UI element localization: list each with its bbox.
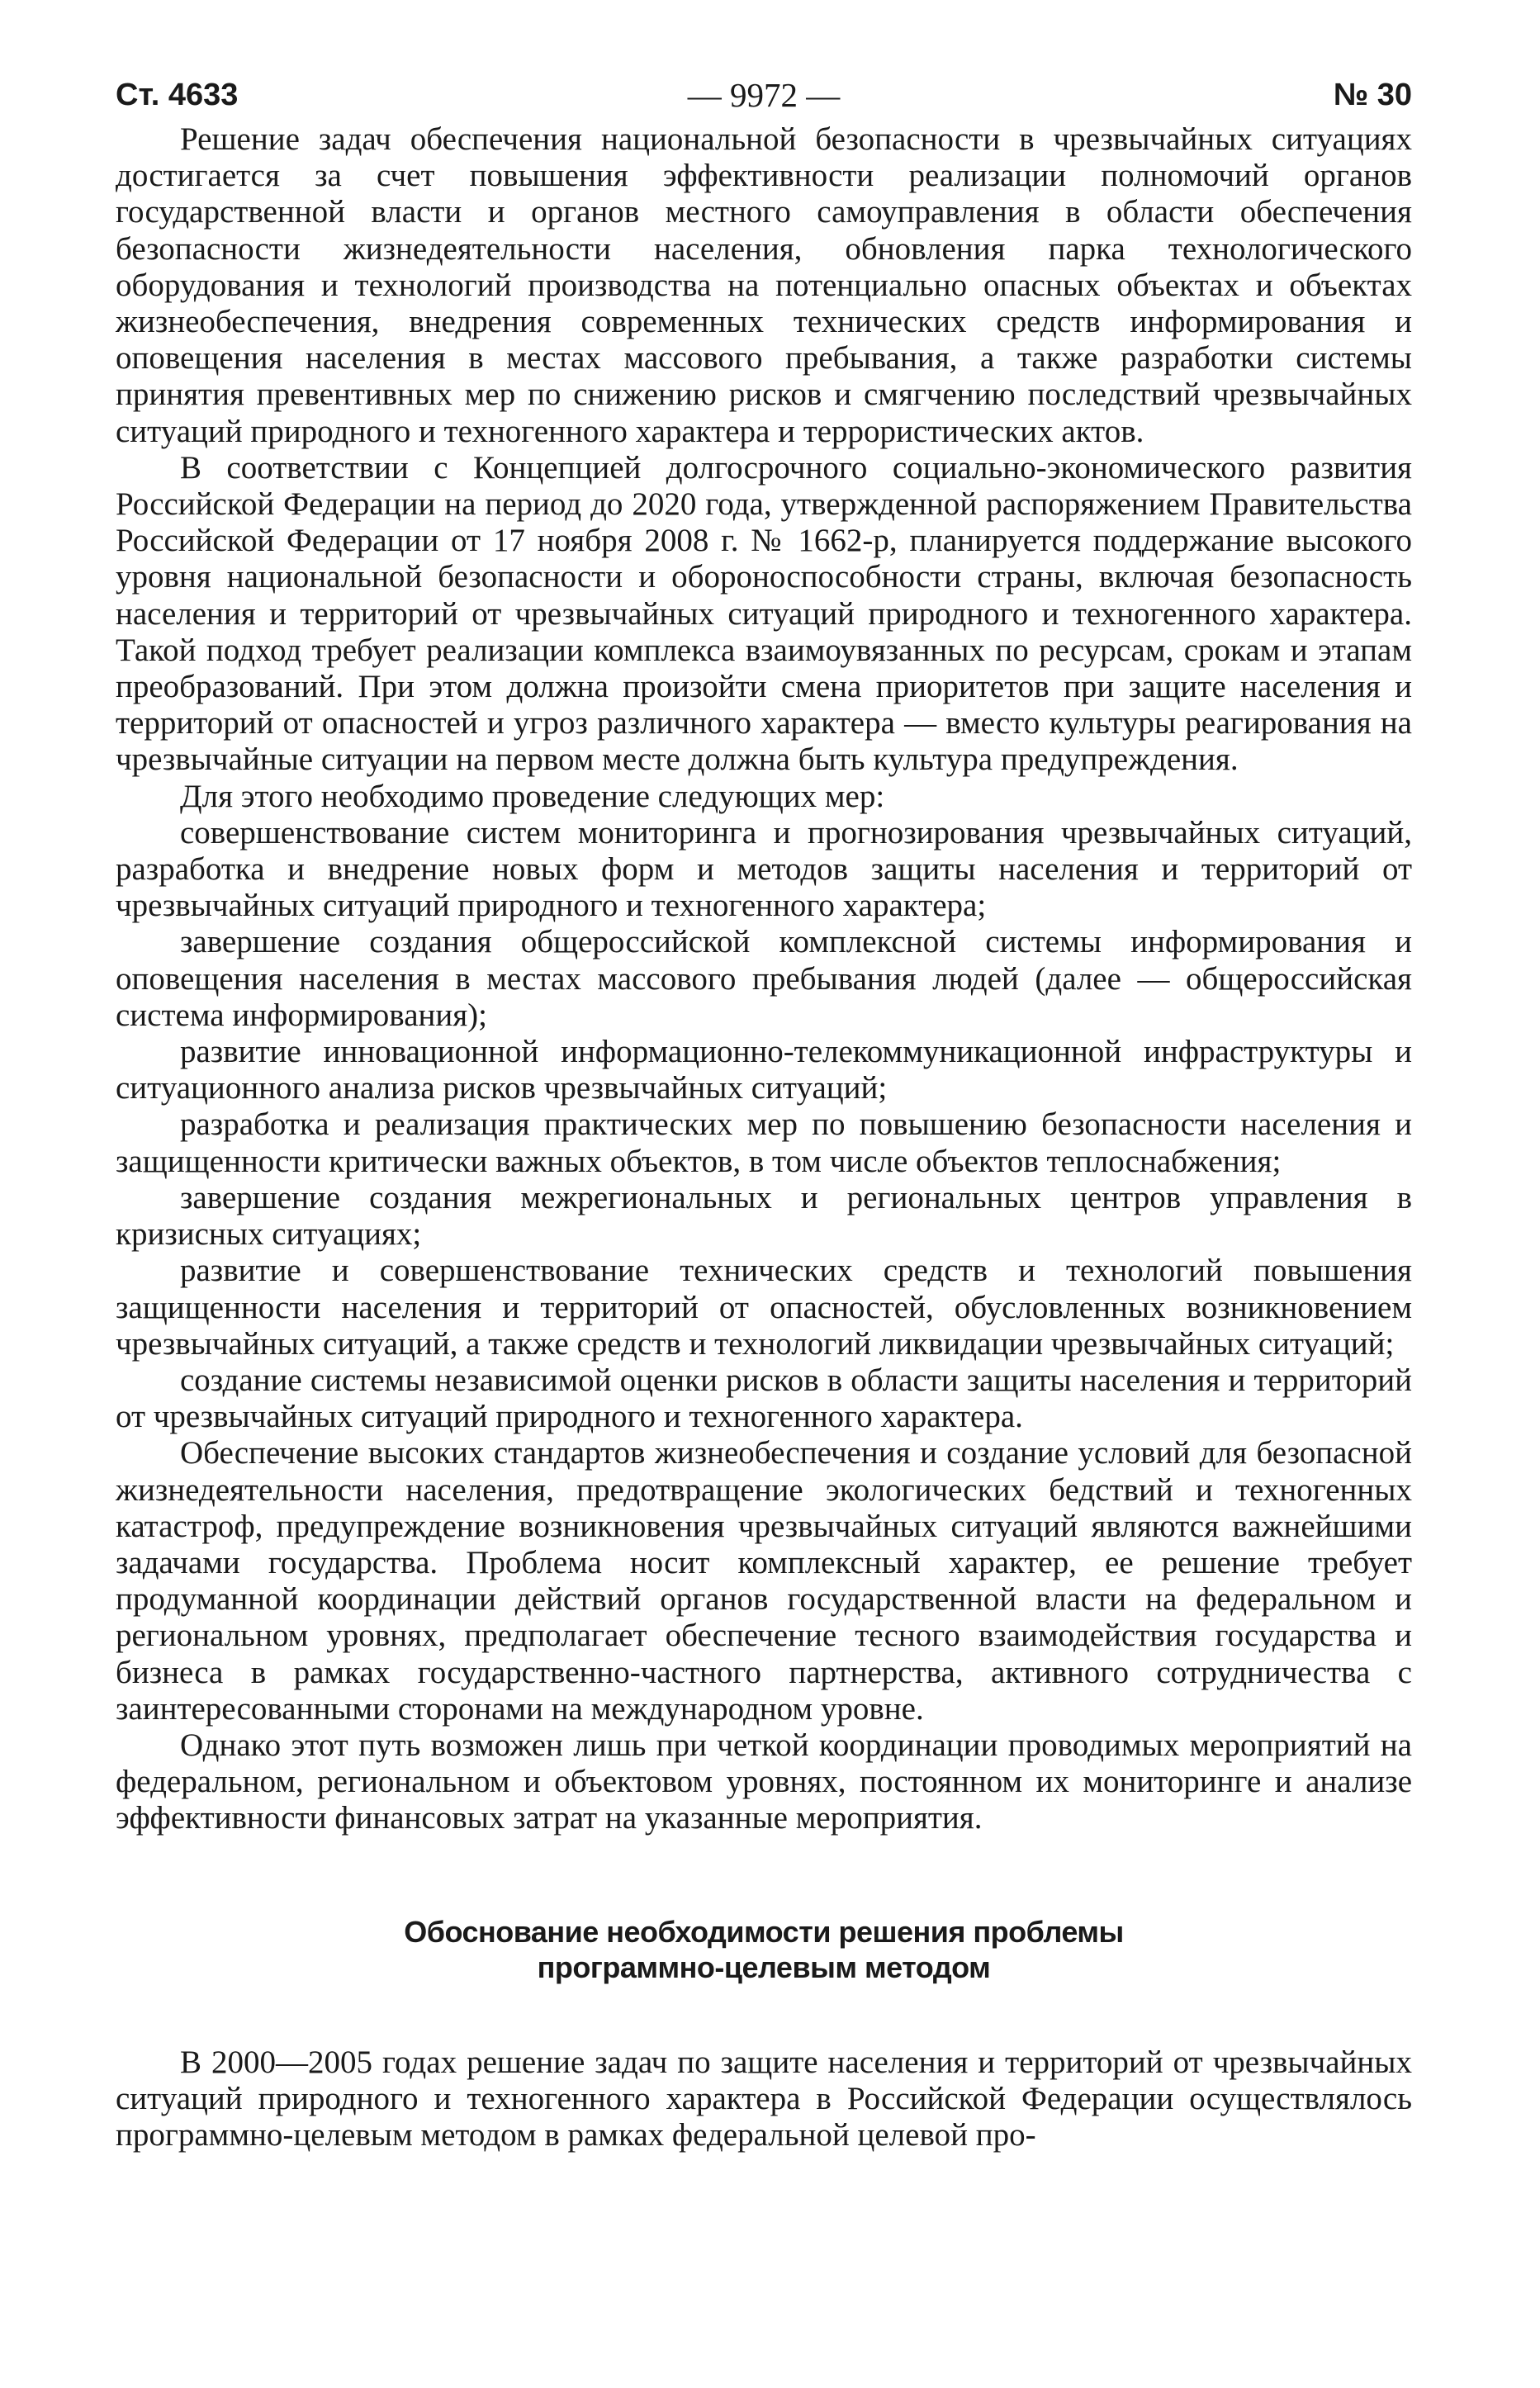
list-item: завершение создания общероссийской комплексной системы информирования и оповещения населения в местах массового пребывания людей (далее — общероссийская система информирования);	[116, 924, 1412, 1033]
article-number: Ст. 4633	[116, 78, 239, 112]
paragraph: Для этого необходимо проведение следующих мер:	[180, 778, 885, 814]
list-item: завершение создания межрегиональных и региональных центров управления в кризисных ситуациях;	[116, 1179, 1412, 1253]
list-item: разработка и реализация практических мер по повышению безопасности населения и защищенности критически важных объектов, в том числе объектов теплоснабжения;	[116, 1106, 1412, 1179]
issue-number: № 30	[1333, 78, 1412, 112]
body-text-continued	[116, 2044, 1412, 2154]
body-text	[116, 121, 1412, 1837]
list-item: развитие и совершенствование технических средств и технологий повышения защищенности населения и территорий от опасностей, обусловленных возникновением чрезвычайных ситуаций, а также средств и технологий ликвидации чрезвычайных ситуаций;	[116, 1253, 1412, 1362]
running-header	[116, 70, 1412, 120]
paragraph: В соответствии с Концепцией долгосрочного социально-экономического развития Российской Федерации на период до 2020 года, утвержденной распоряжением Правительства Российской Федерации от 17 ноября 2008 г. № 1662-р, планируется поддержание высокого уровня национальной безопасности и обороноспособности страны, включая безопасность населения и территорий от чрезвычайных ситуаций природного и техногенного характера. Такой подход требует реализации комплекса взаимоувязанных по ресурсам, срокам и этапам преобразований. При этом должна произойти смена приоритетов при защите населения и территорий от опасностей и угроз различного характера — вместо культуры реагирования на чрезвычайные ситуации на первом месте должна быть культура предупреждения.	[116, 449, 1412, 778]
paragraph: Решение задач обеспечения национальной безопасности в чрезвычайных ситуациях достигается за счет повышения эффективности реализации полномочий органов государственной власти и органов местного самоуправления в области обеспечения безопасности жизнедеятельности населения, обновления парка технологического оборудования и технологий производства на потенциально опасных объектах и объектах жизнеобеспечения, внедрения современных технических средств информирования и оповещения населения в местах массового пребывания, а также разработки системы принятия превентивных мер по снижению рисков и смягчению последствий чрезвычайных ситуаций природного и техногенного характера и террористических актов.	[116, 121, 1412, 449]
section-heading	[116, 1914, 1412, 1985]
paragraph: Обеспечение высоких стандартов жизнеобеспечения и создание условий для безопасной жизнедеятельности населения, предотвращение экологических бедствий и техногенных катастроф, предупреждение возникновения чрезвычайных ситуаций являются важнейшими задачами государства. Проблема носит комплексный характер, ее решение требует продуманной координации действий органов государственной власти на федеральном и региональном уровнях, предполагает обеспечение тесного взаимодействия государства и бизнеса в рамках государственно-частного партнерства, активного сотрудничества с заинтересованными сторонами на международном уровне.	[116, 1435, 1412, 1727]
paragraph: Однако этот путь возможен лишь при четкой координации проводимых мероприятий на федеральном, региональном и объектовом уровнях, постоянном их мониторинге и анализе эффективности финансовых затрат на указанные мероприятия.	[116, 1727, 1412, 1836]
paragraph: В 2000—2005 годах решение задач по защите населения и территорий от чрезвычайных ситуаций природного и техногенного характера в Российской Федерации осуществлялось программно-целевым методом в рамках федеральной целевой про-	[116, 2044, 1412, 2153]
section-heading-line-2: программно-целевым методом	[537, 1950, 991, 1984]
list-item: создание системы независимой оценки рисков в области защиты населения и территорий от чрезвычайных ситуаций природного и техногенного характера.	[116, 1362, 1412, 1435]
section-heading-line-1: Обоснование необходимости решения проблемы	[404, 1914, 1124, 1949]
list-item: развитие инновационной информационно-телекоммуникационной инфраструктуры и ситуационного анализа рисков чрезвычайных ситуаций;	[116, 1034, 1412, 1106]
page-number: — 9972 —	[687, 76, 841, 114]
list-item: совершенствование систем мониторинга и прогнозирования чрезвычайных ситуаций, разработка и внедрение новых форм и методов защиты населения и территорий от чрезвычайных ситуаций природного и техногенного характера;	[116, 814, 1412, 924]
document-page	[116, 70, 1412, 2153]
